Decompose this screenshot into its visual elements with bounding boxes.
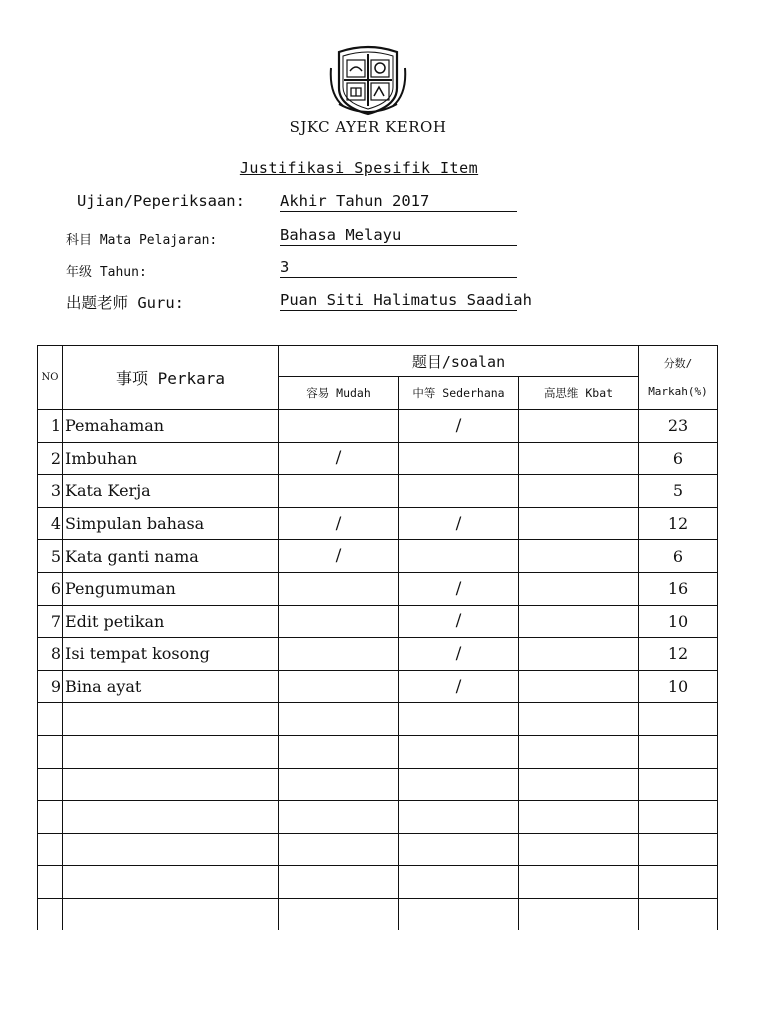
- table-row: [38, 605, 718, 638]
- row-sederhana: [399, 540, 519, 573]
- header-markah-line1: 分数/: [663, 356, 693, 370]
- row-item: Isi tempat kosong: [63, 638, 279, 671]
- row-mark: 6: [639, 442, 718, 475]
- row-mark: 10: [639, 605, 718, 638]
- row-kbat: [519, 540, 639, 573]
- row-mudah: [279, 572, 399, 605]
- row-mudah: [279, 410, 399, 443]
- row-sederhana: [399, 475, 519, 508]
- header-markah: [639, 346, 718, 410]
- row-item: Kata ganti nama: [63, 540, 279, 573]
- table-row-empty: [38, 703, 718, 736]
- row-mark: 12: [639, 638, 718, 671]
- teacher-label: 出题老师 Guru:: [66, 294, 184, 312]
- row-kbat: [519, 638, 639, 671]
- row-mudah: /: [279, 507, 399, 540]
- row-mark: 16: [639, 572, 718, 605]
- teacher-value: Puan Siti Halimatus Saadiah: [280, 291, 532, 309]
- exam-label: Ujian/Peperiksaan:: [77, 192, 245, 210]
- row-mark: 5: [639, 475, 718, 508]
- row-no: 1: [38, 410, 63, 443]
- specification-table: [37, 345, 718, 930]
- row-sederhana: /: [399, 572, 519, 605]
- header-soalan: 题目/soalan: [279, 346, 639, 377]
- exam-value: Akhir Tahun 2017: [280, 192, 517, 212]
- table-row: [38, 475, 718, 508]
- row-no: 5: [38, 540, 63, 573]
- row-mudah: /: [279, 442, 399, 475]
- row-mudah: [279, 605, 399, 638]
- row-mudah: [279, 638, 399, 671]
- year-label: 年级 Tahun:: [66, 265, 147, 280]
- row-sederhana: /: [399, 638, 519, 671]
- row-kbat: [519, 410, 639, 443]
- row-kbat: [519, 572, 639, 605]
- row-mudah: /: [279, 540, 399, 573]
- row-no: 7: [38, 605, 63, 638]
- header-kbat: 高思维 Kbat: [519, 377, 639, 410]
- row-kbat: [519, 605, 639, 638]
- row-mark: 10: [639, 670, 718, 703]
- subject-value: Bahasa Melayu: [280, 226, 517, 246]
- row-no: 2: [38, 442, 63, 475]
- row-item: Bina ayat: [63, 670, 279, 703]
- row-item: Pengumuman: [63, 572, 279, 605]
- row-mark: 12: [639, 507, 718, 540]
- year-value: 3: [280, 258, 517, 278]
- header-markah-line2: Markah(%): [648, 384, 708, 398]
- table-row-empty: [38, 801, 718, 834]
- row-item: Pemahaman: [63, 410, 279, 443]
- row-kbat: [519, 670, 639, 703]
- table-row: [38, 442, 718, 475]
- table-row: [38, 572, 718, 605]
- document-title: Justifikasi Spesifik Item: [239, 159, 479, 177]
- row-item: Edit petikan: [63, 605, 279, 638]
- header-mudah: 容易 Mudah: [279, 377, 399, 410]
- row-no: 9: [38, 670, 63, 703]
- table-row-empty: [38, 866, 718, 899]
- school-crest-logo: [329, 44, 407, 116]
- row-mudah: [279, 670, 399, 703]
- table-row: [38, 410, 718, 443]
- row-sederhana: /: [399, 507, 519, 540]
- row-no: 4: [38, 507, 63, 540]
- table-row-empty: [38, 898, 718, 930]
- table-row: [38, 540, 718, 573]
- table-row-empty: [38, 768, 718, 801]
- subject-label: 科目 Mata Pelajaran:: [66, 233, 218, 248]
- school-name: SJKC AYER KEROH: [289, 118, 447, 136]
- row-kbat: [519, 475, 639, 508]
- header-item: 事项 Perkara: [63, 346, 279, 410]
- table-row: [38, 638, 718, 671]
- table-row: [38, 670, 718, 703]
- table-row-empty: [38, 735, 718, 768]
- row-no: 6: [38, 572, 63, 605]
- header-no: NO: [38, 346, 63, 410]
- row-sederhana: [399, 442, 519, 475]
- table-row: [38, 507, 718, 540]
- row-sederhana: /: [399, 670, 519, 703]
- header-sederhana: 中等 Sederhana: [399, 377, 519, 410]
- row-item: Kata Kerja: [63, 475, 279, 508]
- table-row-empty: [38, 833, 718, 866]
- row-item: Simpulan bahasa: [63, 507, 279, 540]
- row-sederhana: /: [399, 605, 519, 638]
- row-no: 8: [38, 638, 63, 671]
- row-mark: 6: [639, 540, 718, 573]
- row-kbat: [519, 507, 639, 540]
- row-mark: 23: [639, 410, 718, 443]
- row-item: Imbuhan: [63, 442, 279, 475]
- row-kbat: [519, 442, 639, 475]
- row-mudah: [279, 475, 399, 508]
- row-sederhana: /: [399, 410, 519, 443]
- row-no: 3: [38, 475, 63, 508]
